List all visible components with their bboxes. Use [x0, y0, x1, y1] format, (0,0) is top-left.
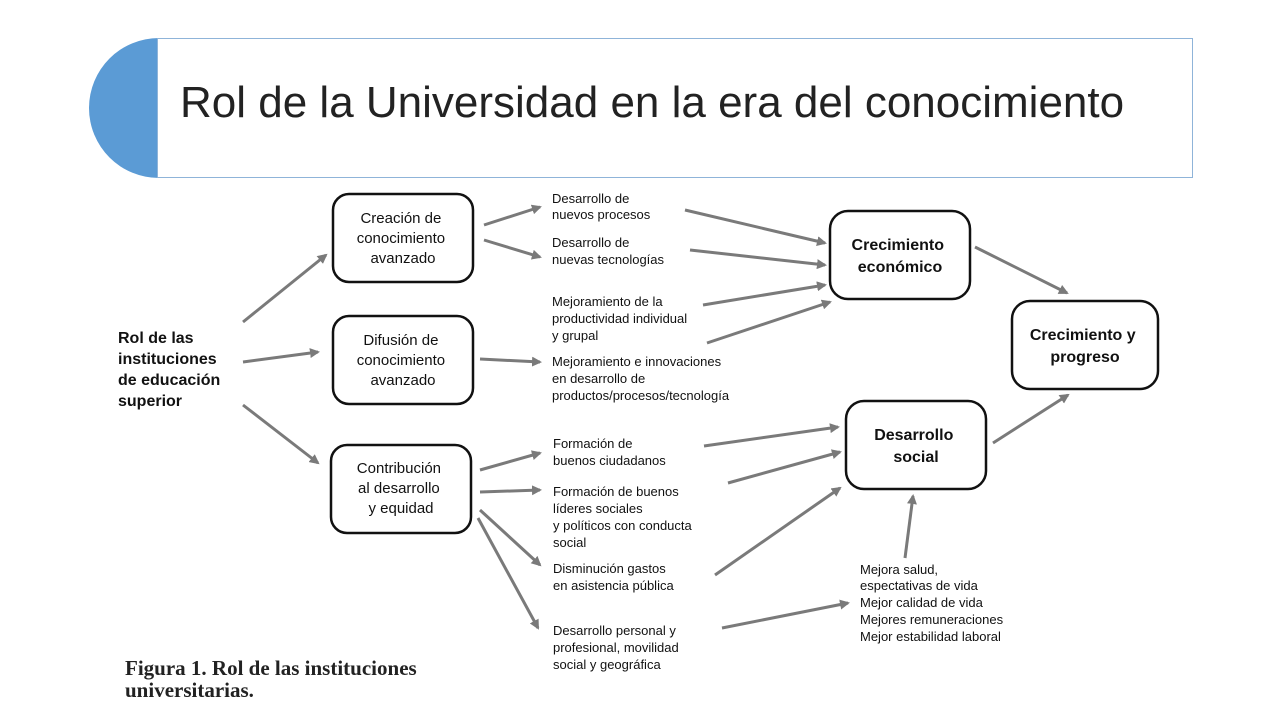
- arrow-lideres-social: [728, 452, 840, 483]
- node-contribucion: [331, 445, 471, 533]
- arrow-personal-salud: [722, 603, 848, 628]
- item-lideres: Formación de buenos líderes sociales y políticos con conducta social: [553, 484, 692, 550]
- svg-text:Contribución al desarrol: Contribución al desarrollo y equidad: [356, 460, 442, 517]
- item-personal: Desarrollo personal y profesional, movilidad social y geográfica: [553, 623, 679, 672]
- arrow-economico-progreso: [975, 247, 1067, 293]
- caption-line-1: Figura 1. Rol de las instituciones: [125, 656, 417, 680]
- node-crecimiento-progreso: [1012, 301, 1158, 389]
- root-label: Rol de las instituciones de educación superior: [118, 330, 221, 410]
- arrow-gastos-social: [715, 488, 840, 575]
- arrow-root-contribucion: [243, 405, 318, 463]
- node-crecimiento-economico: [830, 211, 970, 299]
- item-innovaciones: Mejoramiento e innovaciones en desarrollo de productos/procesos/tecnología: [552, 354, 730, 403]
- arrow-salud-social: [905, 496, 913, 558]
- arrow-contribucion-lideres: [480, 490, 540, 492]
- node-desarrollo-social: [846, 401, 986, 489]
- arrow-productividad-economico: [703, 285, 825, 305]
- item-tecnologias: Desarrollo de nuevas tecnologías: [552, 235, 665, 267]
- svg-text:Creación de conocimiento: Creación de conocimiento avanzado: [356, 210, 446, 267]
- arrow-ciudadanos-social: [704, 427, 838, 446]
- arrow-root-creacion: [243, 255, 326, 322]
- arrow-procesos-economico: [685, 210, 825, 243]
- figure-caption: [125, 657, 525, 701]
- caption-line-2: universitarias.: [125, 678, 254, 702]
- svg-text:Crecimiento y progreso: Crecimiento y progreso: [1029, 327, 1136, 366]
- item-procesos: Desarrollo de nuevos procesos: [552, 191, 651, 222]
- arrow-difusion-innovaciones: [480, 359, 540, 362]
- node-difusion: [333, 316, 473, 404]
- arrow-innovaciones-economico: [707, 302, 830, 343]
- item-ciudadanos: Formación de buenos ciudadanos: [553, 436, 666, 468]
- item-gastos: Disminución gastos en asistencia pública: [553, 561, 674, 593]
- arrow-creacion-tecnologias: [484, 240, 540, 257]
- arrow-creacion-procesos: [484, 207, 540, 225]
- item-productividad: Mejoramiento de la productividad individual y grupal: [552, 294, 688, 343]
- svg-text:Difusión de conocimiento: Difusión de conocimiento avanzado: [356, 332, 446, 389]
- node-creacion: [333, 194, 473, 282]
- svg-text:Desarrollo social: Desarrollo social: [874, 427, 954, 466]
- arrow-root-difusion: [243, 352, 318, 362]
- item-salud: Mejora salud, espectativas de vida Mejor calidad de vida Mejores remuneraciones Mejor estabilidad laboral: [860, 562, 1004, 644]
- slide-title: Rol de la Universidad en la era del conocimiento: [180, 78, 1125, 127]
- arrow-contribucion-ciudadanos: [480, 453, 540, 470]
- arrow-tecnologias-economico: [690, 250, 825, 265]
- arrow-social-progreso: [993, 395, 1068, 443]
- svg-text:Crecimiento económico: Crecimiento económico: [851, 237, 945, 276]
